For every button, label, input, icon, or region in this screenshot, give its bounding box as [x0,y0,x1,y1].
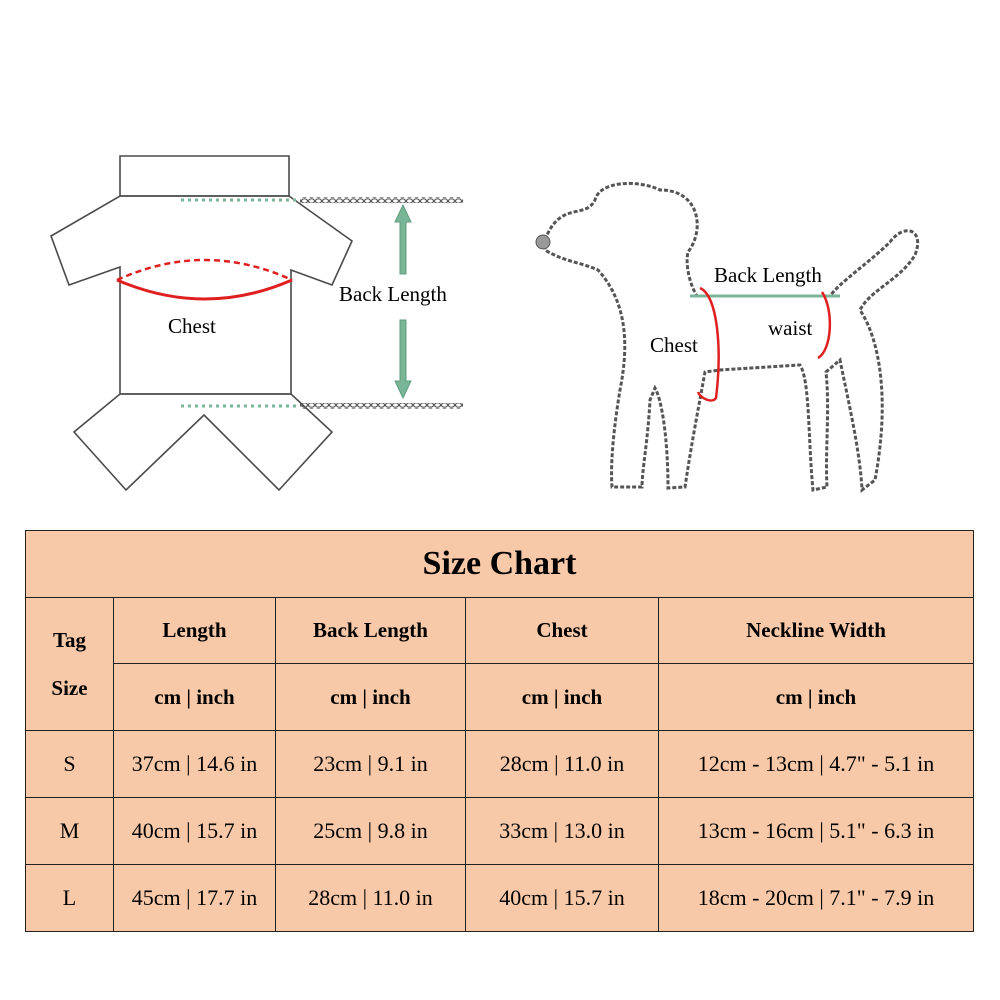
back-length-cell: 25cm | 9.8 in [276,798,466,865]
dog-waist-label: waist [768,316,813,340]
shirt-back-length-label: Back Length [339,282,447,306]
dog-chest-measure [698,288,719,400]
tag-cell: M [26,798,114,865]
tag-cell: S [26,731,114,798]
shirt-chest-measure [117,260,292,299]
dog-waist-measure [818,292,830,358]
back-length-cell: 23cm | 9.1 in [276,731,466,798]
chest-cell: 40cm | 15.7 in [466,865,659,932]
table-row [26,731,974,798]
tag-header-line1: Tag [52,628,87,652]
column-header-length: Length [114,598,276,664]
neckline-width-cell: 13cm - 16cm | 5.1" - 6.3 in [659,798,974,865]
shirt-chest-label: Chest [168,314,216,338]
unit-header-length: cm | inch [114,664,276,731]
unit-header-back-length: cm | inch [276,664,466,731]
length-cell: 40cm | 15.7 in [114,798,276,865]
tag-size-header [26,598,114,731]
column-header-neckline-width: Neckline Width [659,598,974,664]
dog-back-length-label: Back Length [714,263,822,287]
size-chart [25,530,973,928]
tag-cell: L [26,865,114,932]
length-cell: 45cm | 17.7 in [114,865,276,932]
size-chart-title: Size Chart [26,531,974,598]
unit-header-neckline-width: cm | inch [659,664,974,731]
tag-header-line2: Size [51,676,88,700]
dog-chest-label: Chest [650,333,698,357]
unit-header-chest: cm | inch [466,664,659,731]
table-row [26,865,974,932]
neckline-width-cell: 18cm - 20cm | 7.1" - 7.9 in [659,865,974,932]
back-length-cell: 28cm | 11.0 in [276,865,466,932]
column-header-back-length: Back Length [276,598,466,664]
dog-outline [536,183,918,490]
column-header-chest: Chest [466,598,659,664]
length-cell: 37cm | 14.6 in [114,731,276,798]
chest-cell: 28cm | 11.0 in [466,731,659,798]
neckline-width-cell: 12cm - 13cm | 4.7" - 5.1 in [659,731,974,798]
table-row [26,798,974,865]
chest-cell: 33cm | 13.0 in [466,798,659,865]
